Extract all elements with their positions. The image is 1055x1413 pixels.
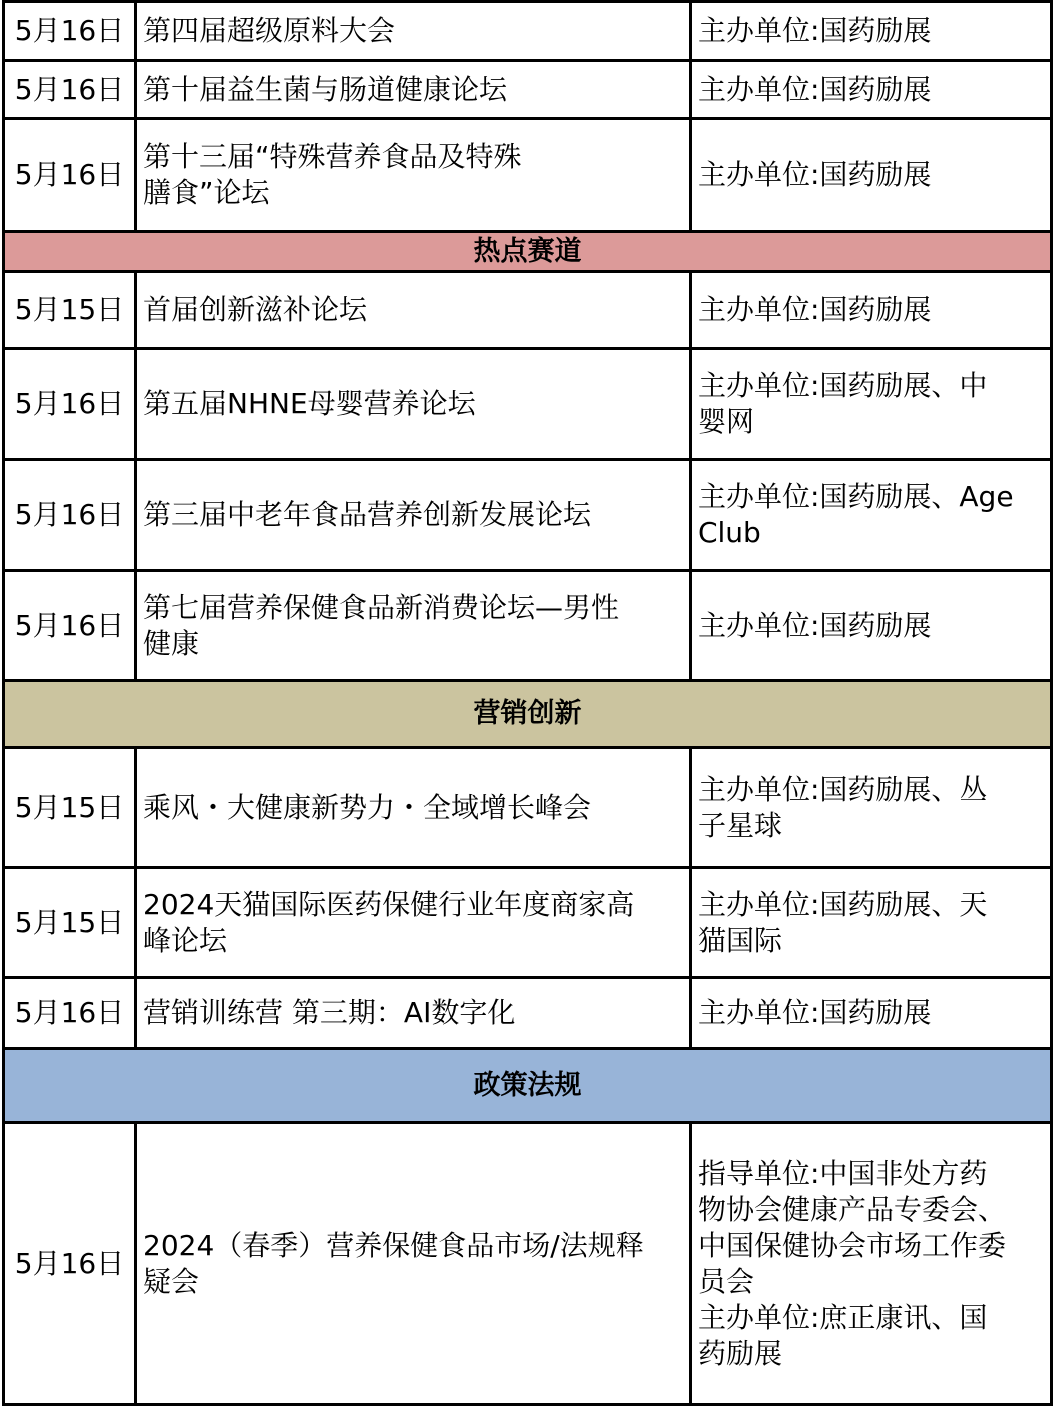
- event-date: 5月16日: [4, 61, 136, 119]
- event-organizer: 主办单位:国药励展: [690, 119, 1051, 232]
- event-date: 5月15日: [4, 868, 136, 978]
- section-header-hot-track: [4, 232, 1052, 272]
- section-title: 热点赛道: [4, 232, 1052, 272]
- event-title: 第十届益生菌与肠道健康论坛: [136, 61, 691, 119]
- event-title: 第七届营养保健食品新消费论坛—男性 健康: [136, 571, 691, 681]
- section-title: 政策法规: [4, 1049, 1052, 1123]
- event-date: 5月16日: [4, 119, 136, 232]
- table-row: [4, 460, 1052, 571]
- table-row: [4, 978, 1052, 1049]
- event-organizer: 主办单位:国药励展、中 婴网: [690, 349, 1051, 460]
- event-schedule-table: [2, 0, 1053, 1406]
- event-title: 首届创新滋补论坛: [136, 272, 691, 349]
- table-row: [4, 2, 1052, 61]
- table-row: [4, 272, 1052, 349]
- event-date: 5月16日: [4, 349, 136, 460]
- event-title: 2024天猫国际医药保健行业年度商家高 峰论坛: [136, 868, 691, 978]
- event-organizer: 主办单位:国药励展、丛 子星球: [690, 748, 1051, 868]
- event-title: 第三届中老年食品营养创新发展论坛: [136, 460, 691, 571]
- event-organizer: 主办单位:国药励展: [690, 978, 1051, 1049]
- event-date: 5月16日: [4, 571, 136, 681]
- event-organizer: 主办单位:国药励展、Age Club: [690, 460, 1051, 571]
- table-row: [4, 1123, 1052, 1405]
- event-date: 5月16日: [4, 1123, 136, 1405]
- table-row: [4, 748, 1052, 868]
- section-header-policy: [4, 1049, 1052, 1123]
- event-title: 第四届超级原料大会: [136, 2, 691, 61]
- event-organizer: 指导单位:中国非处方药 物协会健康产品专委会、 中国保健协会市场工作委 员会 主办单位:庶正康讯、国 药励展: [690, 1123, 1051, 1405]
- event-organizer: 主办单位:国药励展: [690, 2, 1051, 61]
- section-title: 营销创新: [4, 681, 1052, 748]
- event-date: 5月15日: [4, 748, 136, 868]
- event-date: 5月15日: [4, 272, 136, 349]
- section-header-marketing: [4, 681, 1052, 748]
- event-title: 乘风・大健康新势力・全域增长峰会: [136, 748, 691, 868]
- table-row: [4, 571, 1052, 681]
- event-organizer: 主办单位:国药励展: [690, 61, 1051, 119]
- table-row: [4, 61, 1052, 119]
- event-organizer: 主办单位:国药励展: [690, 272, 1051, 349]
- event-organizer: 主办单位:国药励展: [690, 571, 1051, 681]
- event-title: 营销训练营 第三期：AI数字化: [136, 978, 691, 1049]
- table-row: [4, 349, 1052, 460]
- table-row: [4, 119, 1052, 232]
- event-date: 5月16日: [4, 460, 136, 571]
- event-organizer: 主办单位:国药励展、天 猫国际: [690, 868, 1051, 978]
- event-title: 第五届NHNE母婴营养论坛: [136, 349, 691, 460]
- table-row: [4, 868, 1052, 978]
- event-title: 第十三届“特殊营养食品及特殊 膳食”论坛: [136, 119, 691, 232]
- event-title: 2024（春季）营养保健食品市场/法规释 疑会: [136, 1123, 691, 1405]
- event-date: 5月16日: [4, 978, 136, 1049]
- event-date: 5月16日: [4, 2, 136, 61]
